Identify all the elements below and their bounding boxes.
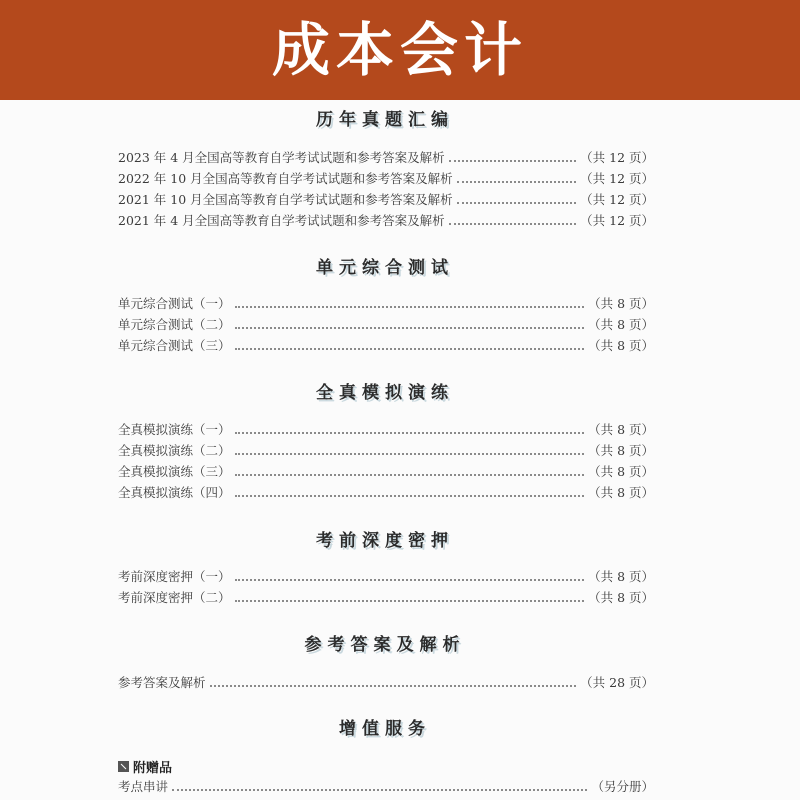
toc-row-label: 参考答案及解析 [118, 675, 206, 690]
title-banner [0, 0, 800, 100]
toc-row-pages: （共 12 页） [580, 150, 654, 165]
toc-row-pages: （共 12 页） [580, 171, 654, 186]
toc-row-label: 单元综合测试（三） [118, 338, 231, 353]
dot-leader [172, 788, 587, 791]
toc-row-label: 考前深度密押（二） [118, 590, 231, 605]
dot-leader [449, 159, 576, 162]
toc-row-pages: （共 8 页） [588, 422, 654, 437]
toc-row-label: 考点串讲 [118, 779, 169, 794]
toc-row [118, 336, 654, 354]
section-heading-mock-exams: 全真模拟演练 [316, 383, 454, 403]
toc-row-label: 单元综合测试（二） [118, 317, 231, 332]
toc-row [118, 441, 654, 459]
toc-row [118, 420, 654, 438]
dot-leader [210, 684, 577, 687]
dot-leader [235, 347, 585, 350]
toc-row-pages: （共 8 页） [588, 443, 654, 458]
dot-leader [235, 305, 585, 308]
toc-row-label: 全真模拟演练（四） [118, 485, 231, 500]
toc-row-label: 全真模拟演练（三） [118, 464, 231, 479]
toc-row-pages: （共 8 页） [588, 569, 654, 584]
toc-row-label: 2023 年 4 月全国高等教育自学考试试题和参考答案及解析 [118, 150, 445, 165]
toc-row [118, 588, 654, 606]
toc-row [118, 777, 654, 795]
dot-leader [235, 494, 585, 497]
section-heading-answers: 参考答案及解析 [304, 635, 466, 655]
checkbox-icon [118, 761, 129, 772]
section-heading-unit-tests: 单元综合测试 [316, 258, 454, 278]
toc-row-label: 2021 年 10 月全国高等教育自学考试试题和参考答案及解析 [118, 192, 453, 207]
dot-leader [457, 201, 577, 204]
dot-leader [235, 599, 585, 602]
section-heading-past-exams: 历年真题汇编 [316, 110, 454, 130]
dot-leader [449, 222, 576, 225]
toc-row [118, 169, 654, 187]
dot-leader [457, 180, 577, 183]
toc-row-pages: （共 28 页） [580, 675, 654, 690]
toc-row [118, 483, 654, 501]
toc-row-label: 全真模拟演练（二） [118, 443, 231, 458]
gift-header [118, 757, 172, 775]
toc-row [118, 190, 654, 208]
toc-row-label: 全真模拟演练（一） [118, 422, 231, 437]
dot-leader [235, 431, 585, 434]
toc-row-label: 单元综合测试（一） [118, 296, 231, 311]
section-heading-pre-exam: 考前深度密押 [316, 531, 454, 551]
toc-row [118, 567, 654, 585]
toc-row-label: 考前深度密押（一） [118, 569, 231, 584]
toc-row [118, 294, 654, 312]
toc-row-pages: （共 12 页） [580, 213, 654, 228]
toc-row-pages: （共 8 页） [588, 590, 654, 605]
gift-header-label: 附赠品 [133, 760, 173, 776]
toc-row-pages: （共 8 页） [588, 464, 654, 479]
toc-row [118, 315, 654, 333]
dot-leader [235, 578, 585, 581]
toc-row-pages: （共 8 页） [588, 338, 654, 353]
toc-row-pages: （另分册） [591, 779, 654, 794]
book-title: 成本会计 [271, 16, 528, 84]
toc-row-pages: （共 12 页） [580, 192, 654, 207]
toc-row-label: 2022 年 10 月全国高等教育自学考试试题和参考答案及解析 [118, 171, 453, 186]
toc-row [118, 148, 654, 166]
toc-row [118, 462, 654, 480]
toc-row [118, 211, 654, 229]
toc-row-label: 2021 年 4 月全国高等教育自学考试试题和参考答案及解析 [118, 213, 445, 228]
toc-row-pages: （共 8 页） [588, 485, 654, 500]
dot-leader [235, 473, 585, 476]
toc-row-pages: （共 8 页） [588, 296, 654, 311]
dot-leader [235, 452, 585, 455]
section-heading-value-added: 增值服务 [339, 719, 431, 739]
toc-row-pages: （共 8 页） [588, 317, 654, 332]
dot-leader [235, 326, 585, 329]
toc-row [118, 673, 654, 691]
